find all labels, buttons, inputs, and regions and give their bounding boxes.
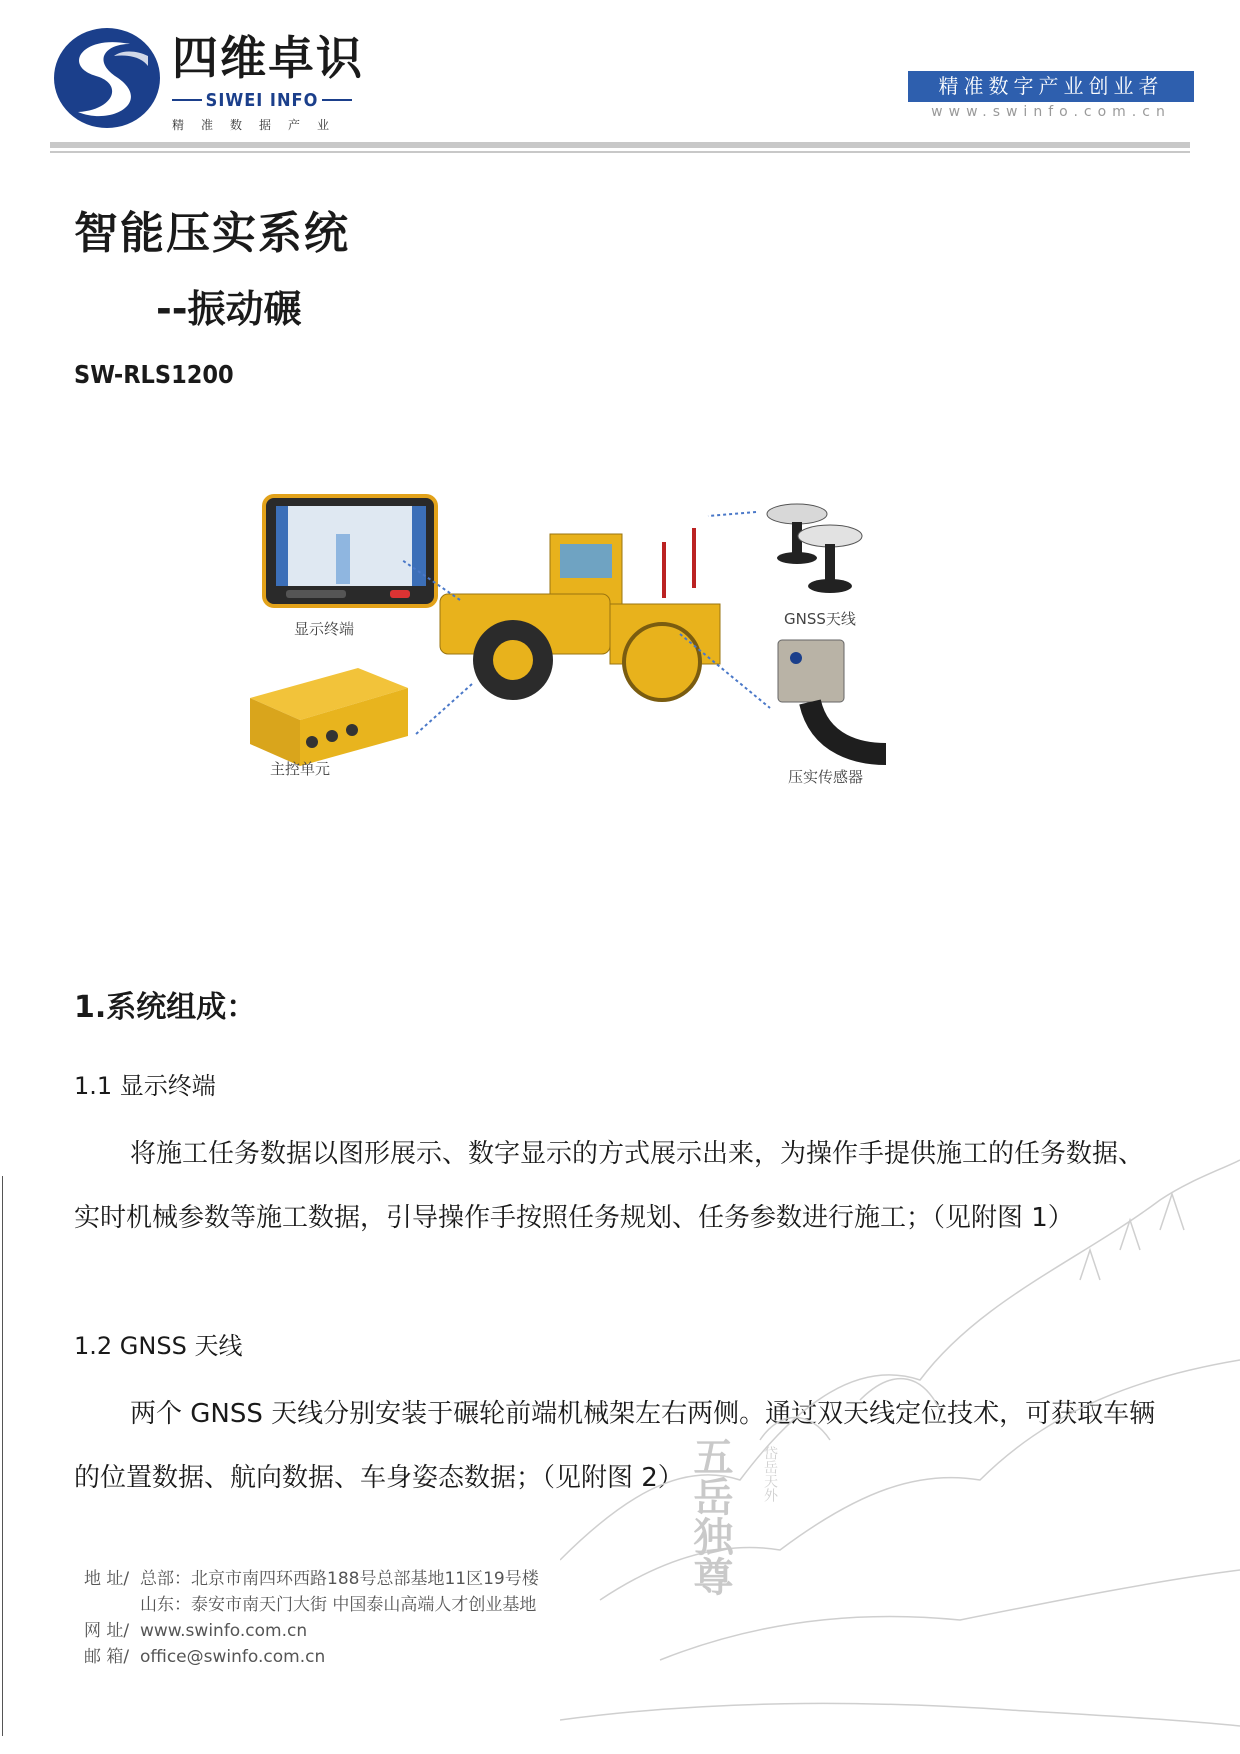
subsection-heading-display-terminal: 1.1 显示终端: [74, 1072, 216, 1100]
footer-contact: [84, 1566, 539, 1670]
watermark-calligraphy: 五岳独尊: [687, 1436, 733, 1596]
brand-name-en: SIWEI INFO: [205, 89, 319, 111]
website-link[interactable]: www.swinfo.com.cn: [140, 1621, 308, 1641]
paragraph-gnss-antenna-text: 两个 GNSS 天线分别安装于碾轮前端机械架左右两侧。通过双天线定位技术，可获取车辆的位置数据、航向数据、车身姿态数据；（见附图 2）: [74, 1399, 1156, 1493]
document-subtitle: --振动碾: [156, 287, 302, 331]
address-hq: 总部：北京市南四环西路188号总部基地11区19号楼: [140, 1569, 539, 1589]
address-label: 地 址/: [84, 1569, 130, 1589]
label-display-terminal: 显示终端: [294, 620, 355, 638]
header-divider: [50, 142, 1190, 148]
main-control-unit-image: [250, 668, 408, 766]
label-compaction-sensor: 压实传感器: [788, 768, 864, 786]
label-gnss-antenna: GNSS天线: [784, 610, 856, 628]
label-main-control-unit: 主控单元: [270, 760, 331, 778]
slogan-banner: 精准数字产业创业者: [908, 71, 1194, 102]
compaction-sensor-image: [778, 640, 886, 754]
display-terminal-image: [264, 496, 436, 606]
section-heading-system-composition: 1.系统组成：: [74, 990, 257, 1025]
page-left-edge-line: [2, 1176, 3, 1736]
brand-name-en-row: [172, 88, 352, 112]
footer-website-row: [84, 1618, 539, 1644]
mountain-watermark-illustration: [560, 1140, 1240, 1754]
siwei-s-logo-icon: [52, 26, 162, 130]
product-model: SW-RLS1200: [74, 360, 234, 389]
watermark-calligraphy-small: 岱岳天外: [762, 1446, 778, 1502]
footer-email-row: [84, 1644, 539, 1670]
document-title: 智能压实系统: [74, 208, 350, 259]
brand-name-cn: 四维卓识: [172, 31, 364, 85]
arrow-gnss: [708, 512, 756, 516]
footer-address-row: [84, 1566, 539, 1592]
footer-address-row-2: [84, 1592, 539, 1618]
brand-tagline: 精准数据产业: [172, 118, 347, 132]
address-shandong: 山东：泰安市南天门大街 中国泰山高端人才创业基地: [140, 1595, 537, 1615]
paragraph-display-terminal-text: 将施工任务数据以图形展示、数字显示的方式展示出来，为操作手提供施工的任务数据、实时机械参数等施工数据，引导操作手按照任务规划、任务参数进行施工；（见附图 1）: [74, 1139, 1145, 1233]
subsection-heading-gnss-antenna: 1.2 GNSS 天线: [74, 1332, 243, 1360]
header-website: www.swinfo.com.cn: [931, 104, 1171, 120]
email-link[interactable]: office@swinfo.com.cn: [140, 1647, 326, 1667]
arrow-control: [416, 684, 472, 734]
brand-rule-left: [172, 99, 202, 101]
header-divider-thin: [50, 151, 1190, 153]
vibratory-roller-image: [440, 528, 720, 700]
system-diagram: [240, 484, 1000, 884]
brand-rule-right: [322, 99, 352, 101]
website-label: 网 址/: [84, 1621, 130, 1641]
gnss-antenna-image: [767, 504, 862, 593]
email-label: 邮 箱/: [84, 1647, 130, 1667]
